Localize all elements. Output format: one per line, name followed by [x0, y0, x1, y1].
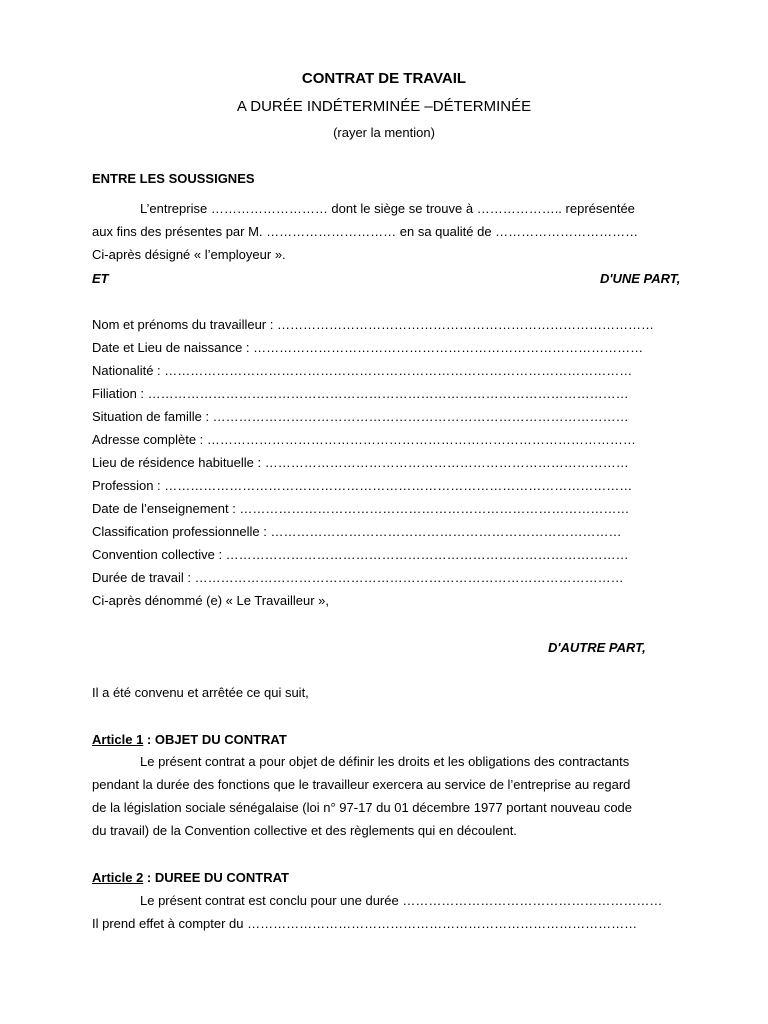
worker-designation: Ci-après dénommé (e) « Le Travailleur », — [92, 593, 329, 608]
article-1-line-1: Le présent contrat a pour objet de définir les droits et les obligations des contractants — [140, 754, 630, 769]
parties-line-1: L’entreprise ……………………… dont le siège se trouve à ……………….. représentée — [140, 201, 635, 216]
worker-field-profession: Profession : ……………………………………………………………………………………………… — [92, 478, 633, 493]
article-2-line-1: Le présent contrat est conclu pour une durée …………………………………………………… — [140, 893, 663, 908]
article-1-heading — [92, 732, 287, 748]
et-label: ET — [92, 271, 109, 286]
parties-line-2: aux fins des présentes par M. ………………………… en sa qualité de …………………………… — [92, 224, 639, 239]
worker-field-name: Nom et prénoms du travailleur : …………………………………………………………………………… — [92, 317, 654, 332]
worker-field-classification: Classification professionnelle : ……………………………………………………………………… — [92, 524, 622, 539]
worker-field-duration: Durée de travail : ……………………………………………………………………………………… — [92, 570, 624, 585]
worker-field-filiation: Filiation : ………………………………………………………………………………………………… — [92, 386, 629, 401]
worker-field-nationality: Nationalité : ……………………………………………………………………………………………… — [92, 363, 633, 378]
worker-field-teaching-date: Date de l’enseignement : ……………………………………………………………………………… — [92, 501, 630, 516]
parties-heading: ENTRE LES SOUSSIGNES — [92, 171, 255, 186]
article-1-title: : OBJET DU CONTRAT — [143, 732, 287, 747]
article-2-number: Article 2 — [92, 870, 144, 885]
article-1-line-3: de la législation sociale sénégalaise (loi n° 97-17 du 01 décembre 1977 portant nouveau code — [92, 800, 633, 815]
worker-field-convention: Convention collective : ………………………………………………………………………………… — [92, 547, 629, 562]
worker-field-residence: Lieu de résidence habituelle : ………………………………………………………………………… — [92, 455, 629, 470]
article-1-line-4: du travail) de la Convention collective et des règlements qui en découlent. — [92, 823, 517, 838]
article-1-number: Article 1 — [92, 732, 144, 747]
worker-field-family: Situation de famille : …………………………………………………………………………………… — [92, 409, 629, 424]
worker-field-birth: Date et Lieu de naissance : ……………………………………………………………………………… — [92, 340, 644, 355]
dautre-part-label: D'AUTRE PART, — [548, 640, 646, 655]
agreed-statement: Il a été convenu et arrêtée ce qui suit, — [92, 685, 309, 700]
article-1-line-2: pendant la durée des fonctions que le travailleur exercera au service de l’entreprise au regard — [92, 777, 631, 792]
dune-part-label: D'UNE PART, — [600, 271, 681, 286]
parties-line-3: Ci-après désigné « l’employeur ». — [92, 247, 286, 262]
document-subtitle: A DURÉE INDÉTERMINÉE –DÉTERMINÉE — [236, 98, 532, 115]
document-note: (rayer la mention) — [333, 125, 435, 140]
article-2-heading — [92, 870, 289, 886]
article-2-title: : DUREE DU CONTRAT — [143, 870, 289, 885]
document-title: CONTRAT DE TRAVAIL — [301, 70, 467, 87]
worker-field-address: Adresse complète : ……………………………………………………………………………………… — [92, 432, 636, 447]
article-2-line-2: Il prend effet à compter du ……………………………………………………………………………… — [92, 916, 638, 931]
